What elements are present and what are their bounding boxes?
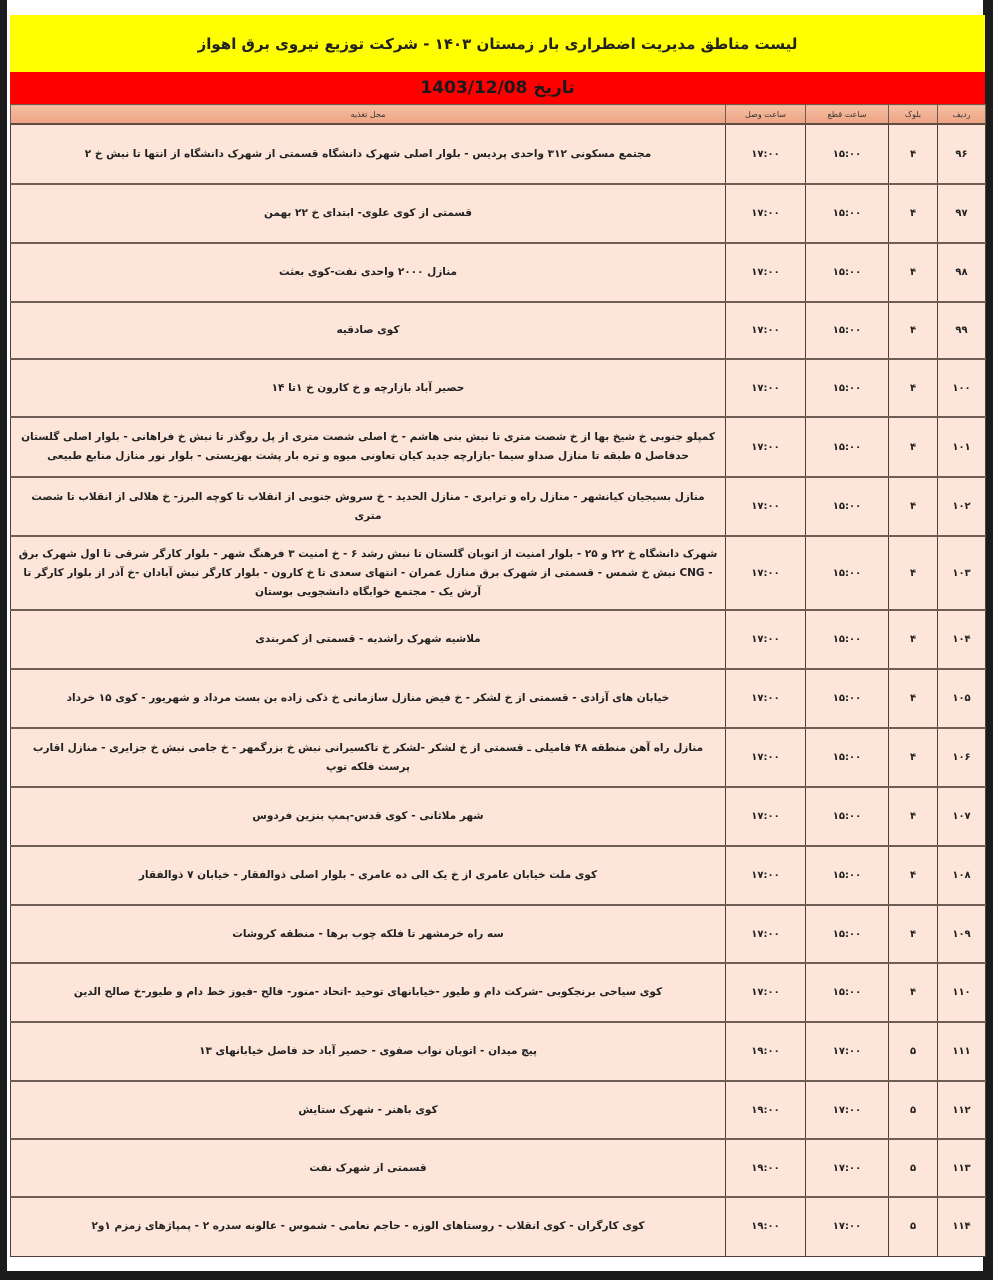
- reconnect-time-cell: ۱۷:۰۰: [726, 963, 806, 1022]
- reconnect-time-cell: ۱۷:۰۰: [726, 905, 806, 963]
- cut-time-cell: ۱۵:۰۰: [806, 963, 889, 1022]
- location-cell: ملاشیه شهرک راشدیه - قسمتی از کمربندی: [11, 610, 726, 669]
- cut-time-cell: ۱۵:۰۰: [806, 905, 889, 963]
- table-row: [11, 669, 986, 728]
- cut-time-cell: ۱۵:۰۰: [806, 610, 889, 669]
- cut-time-cell: ۱۷:۰۰: [806, 1139, 889, 1197]
- cut-time-cell: ۱۵:۰۰: [806, 846, 889, 905]
- cut-time-cell: ۱۵:۰۰: [806, 669, 889, 728]
- location-cell: قسمتی از کوی علوی- ابتدای خ ۲۲ بهمن: [11, 184, 726, 243]
- block-cell: ۴: [889, 905, 938, 963]
- table-header-row: [11, 105, 986, 125]
- block-cell: ۵: [889, 1022, 938, 1081]
- reconnect-time-cell: ۱۹:۰۰: [726, 1197, 806, 1256]
- location-cell: کوی صادقیه: [11, 302, 726, 359]
- block-cell: ۴: [889, 302, 938, 359]
- row-number-cell: ۱۰۱: [938, 417, 986, 477]
- row-number-cell: ۱۱۴: [938, 1197, 986, 1256]
- column-header-cut-time: ساعت قطع: [806, 105, 889, 125]
- table-row: [11, 846, 986, 905]
- table-row: [11, 610, 986, 669]
- table-body: [11, 124, 986, 1256]
- location-cell: شهرک دانشگاه خ ۲۲ و ۲۵ - بلوار امنیت از اتوبان گلستان تا نبش رشد ۶ - خ امنیت ۳ فرهنگ شهر - بلوار کارگر شرقی تا اول شهرک برق - CNG نبش خ شمس - قسمتی از شهرک برق منازل عمران - انتهای سعدی تا خ کارون - بلوار کارگر نبش آبادان -خ آذر از بلوار کارگر تا آرش یک - مجتمع خوابگاه دانشجویی بوستان: [11, 536, 726, 610]
- row-number-cell: ۱۰۳: [938, 536, 986, 610]
- cut-time-cell: ۱۵:۰۰: [806, 184, 889, 243]
- reconnect-time-cell: ۱۷:۰۰: [726, 669, 806, 728]
- document-date: تاریخ 1403/12/08: [420, 78, 575, 98]
- block-cell: ۴: [889, 477, 938, 536]
- row-number-cell: ۱۱۰: [938, 963, 986, 1022]
- outage-schedule-sheet: [10, 15, 985, 1257]
- document-title: لیست مناطق مدیریت اضطراری بار زمستان ۱۴۰۳ - شرکت توزیع نیروی برق اهواز: [197, 34, 798, 53]
- block-cell: ۴: [889, 610, 938, 669]
- location-cell: قسمتی از شهرک نفت: [11, 1139, 726, 1197]
- block-cell: ۵: [889, 1081, 938, 1139]
- location-cell: شهر ملاثانی - کوی قدس-پمپ بنزین فردوس: [11, 787, 726, 846]
- reconnect-time-cell: ۱۷:۰۰: [726, 787, 806, 846]
- table-row: [11, 536, 986, 610]
- reconnect-time-cell: ۱۷:۰۰: [726, 610, 806, 669]
- reconnect-time-cell: ۱۷:۰۰: [726, 536, 806, 610]
- block-cell: ۵: [889, 1197, 938, 1256]
- block-cell: ۴: [889, 787, 938, 846]
- location-cell: کوی ملت خیابان عامری از خ یک الی ده عامری - بلوار اصلی ذوالفقار - خیابان ۷ ذوالفقار: [11, 846, 726, 905]
- location-cell: کوی باهنر - شهرک ستایش: [11, 1081, 726, 1139]
- cut-time-cell: ۱۵:۰۰: [806, 243, 889, 302]
- table-row: [11, 1081, 986, 1139]
- cut-time-cell: ۱۵:۰۰: [806, 787, 889, 846]
- row-number-cell: ۹۹: [938, 302, 986, 359]
- column-header-block: بلوک: [889, 105, 938, 125]
- location-cell: کمپلو جنوبی خ شیخ بها از خ شصت متری تا نبش بنی هاشم - خ اصلی شصت متری از پل روگذر تا نبش خ فراهانی - بلوار اصلی گلستان حدفاصل ۵ طبقه تا منازل صداو سیما -بازارچه جدید کیان تعاونی میوه و تره بار پشت بهزیستی - بلوار نور منازل منابع طبیعی: [11, 417, 726, 477]
- location-cell: پیچ میدان - اتوبان نواب صفوی - حصیر آباد حد فاصل خیابانهای ۱۳: [11, 1022, 726, 1081]
- block-cell: ۴: [889, 359, 938, 417]
- cut-time-cell: ۱۷:۰۰: [806, 1197, 889, 1256]
- title-banner: [10, 15, 985, 72]
- table-row: [11, 417, 986, 477]
- row-number-cell: ۹۷: [938, 184, 986, 243]
- table-row: [11, 1197, 986, 1256]
- location-cell: سه راه خرمشهر تا فلکه چوب برها - منطقه کروشات: [11, 905, 726, 963]
- document-page: [7, 0, 983, 1271]
- location-cell: کوی سیاحی برنجکوبی -شرکت دام و طیور -خیابانهای توحید -اتحاد -منور- فالح -فیوز خط دام و طیور-خ صالح الدین: [11, 963, 726, 1022]
- row-number-cell: ۹۸: [938, 243, 986, 302]
- location-cell: منازل راه آهن منطقه ۴۸ فامیلی ـ قسمتی از خ لشکر -لشکر خ تاکسیرانی نبش خ بزرگمهر - خ جامی نبش خ جزایری - منازل اقارب پرست فلکه توپ: [11, 728, 726, 787]
- row-number-cell: ۱۱۱: [938, 1022, 986, 1081]
- row-number-cell: ۱۰۷: [938, 787, 986, 846]
- column-header-reconnect-time: ساعت وصل: [726, 105, 806, 125]
- block-cell: ۴: [889, 846, 938, 905]
- reconnect-time-cell: ۱۷:۰۰: [726, 417, 806, 477]
- table-row: [11, 124, 986, 184]
- block-cell: ۴: [889, 184, 938, 243]
- row-number-cell: ۱۰۶: [938, 728, 986, 787]
- reconnect-time-cell: ۱۹:۰۰: [726, 1022, 806, 1081]
- row-number-cell: ۹۶: [938, 124, 986, 184]
- row-number-cell: ۱۰۵: [938, 669, 986, 728]
- location-cell: خیابان های آزادی - قسمتی از خ لشکر - خ فیض منازل سازمانی خ ذکی زاده بن بست مرداد و شهریور - کوی ۱۵ خرداد: [11, 669, 726, 728]
- row-number-cell: ۱۰۰: [938, 359, 986, 417]
- location-cell: حصیر آباد بازارچه و خ کارون خ ۱تا ۱۴: [11, 359, 726, 417]
- table-row: [11, 905, 986, 963]
- location-cell: منازل بسیجیان کیانشهر - منازل راه و ترابری - منازل الحدید - خ سروش جنوبی از انقلاب تا کوچه البرز- خ هلالی از انقلاب تا شصت متری: [11, 477, 726, 536]
- reconnect-time-cell: ۱۷:۰۰: [726, 302, 806, 359]
- block-cell: ۴: [889, 963, 938, 1022]
- location-cell: مجتمع مسکونی ۳۱۲ واحدی پردیس - بلوار اصلی شهرک دانشگاه قسمتی از شهرک دانشگاه از انتها تا نبش خ ۲: [11, 124, 726, 184]
- table-row: [11, 359, 986, 417]
- row-number-cell: ۱۰۴: [938, 610, 986, 669]
- outage-table: [10, 104, 986, 1257]
- column-header-location: محل تغذیه: [11, 105, 726, 125]
- cut-time-cell: ۱۵:۰۰: [806, 417, 889, 477]
- block-cell: ۴: [889, 243, 938, 302]
- row-number-cell: ۱۰۸: [938, 846, 986, 905]
- reconnect-time-cell: ۱۹:۰۰: [726, 1139, 806, 1197]
- reconnect-time-cell: ۱۷:۰۰: [726, 359, 806, 417]
- reconnect-time-cell: ۱۷:۰۰: [726, 477, 806, 536]
- reconnect-time-cell: ۱۷:۰۰: [726, 184, 806, 243]
- cut-time-cell: ۱۷:۰۰: [806, 1081, 889, 1139]
- table-row: [11, 477, 986, 536]
- block-cell: ۴: [889, 728, 938, 787]
- table-row: [11, 184, 986, 243]
- table-row: [11, 1022, 986, 1081]
- reconnect-time-cell: ۱۷:۰۰: [726, 243, 806, 302]
- table-row: [11, 243, 986, 302]
- location-cell: کوی کارگران - کوی انقلاب - روستاهای الوزه - حاجم نعامی - شموس - عالونه سدره ۲ - پمپاژهای زمزم ۱و۲: [11, 1197, 726, 1256]
- cut-time-cell: ۱۷:۰۰: [806, 1022, 889, 1081]
- reconnect-time-cell: ۱۷:۰۰: [726, 124, 806, 184]
- reconnect-time-cell: ۱۷:۰۰: [726, 728, 806, 787]
- reconnect-time-cell: ۱۹:۰۰: [726, 1081, 806, 1139]
- cut-time-cell: ۱۵:۰۰: [806, 728, 889, 787]
- block-cell: ۴: [889, 669, 938, 728]
- table-row: [11, 302, 986, 359]
- table-row: [11, 963, 986, 1022]
- table-row: [11, 728, 986, 787]
- cut-time-cell: ۱۵:۰۰: [806, 124, 889, 184]
- table-row: [11, 1139, 986, 1197]
- block-cell: ۴: [889, 417, 938, 477]
- block-cell: ۴: [889, 124, 938, 184]
- row-number-cell: ۱۰۲: [938, 477, 986, 536]
- row-number-cell: ۱۱۲: [938, 1081, 986, 1139]
- cut-time-cell: ۱۵:۰۰: [806, 536, 889, 610]
- block-cell: ۵: [889, 1139, 938, 1197]
- column-header-row-number: ردیف: [938, 105, 986, 125]
- table-row: [11, 787, 986, 846]
- cut-time-cell: ۱۵:۰۰: [806, 477, 889, 536]
- row-number-cell: ۱۱۳: [938, 1139, 986, 1197]
- location-cell: منازل ۲۰۰۰ واحدی نفت-کوی بعثت: [11, 243, 726, 302]
- cut-time-cell: ۱۵:۰۰: [806, 302, 889, 359]
- block-cell: ۴: [889, 536, 938, 610]
- reconnect-time-cell: ۱۷:۰۰: [726, 846, 806, 905]
- row-number-cell: ۱۰۹: [938, 905, 986, 963]
- date-banner: [10, 72, 985, 104]
- cut-time-cell: ۱۵:۰۰: [806, 359, 889, 417]
